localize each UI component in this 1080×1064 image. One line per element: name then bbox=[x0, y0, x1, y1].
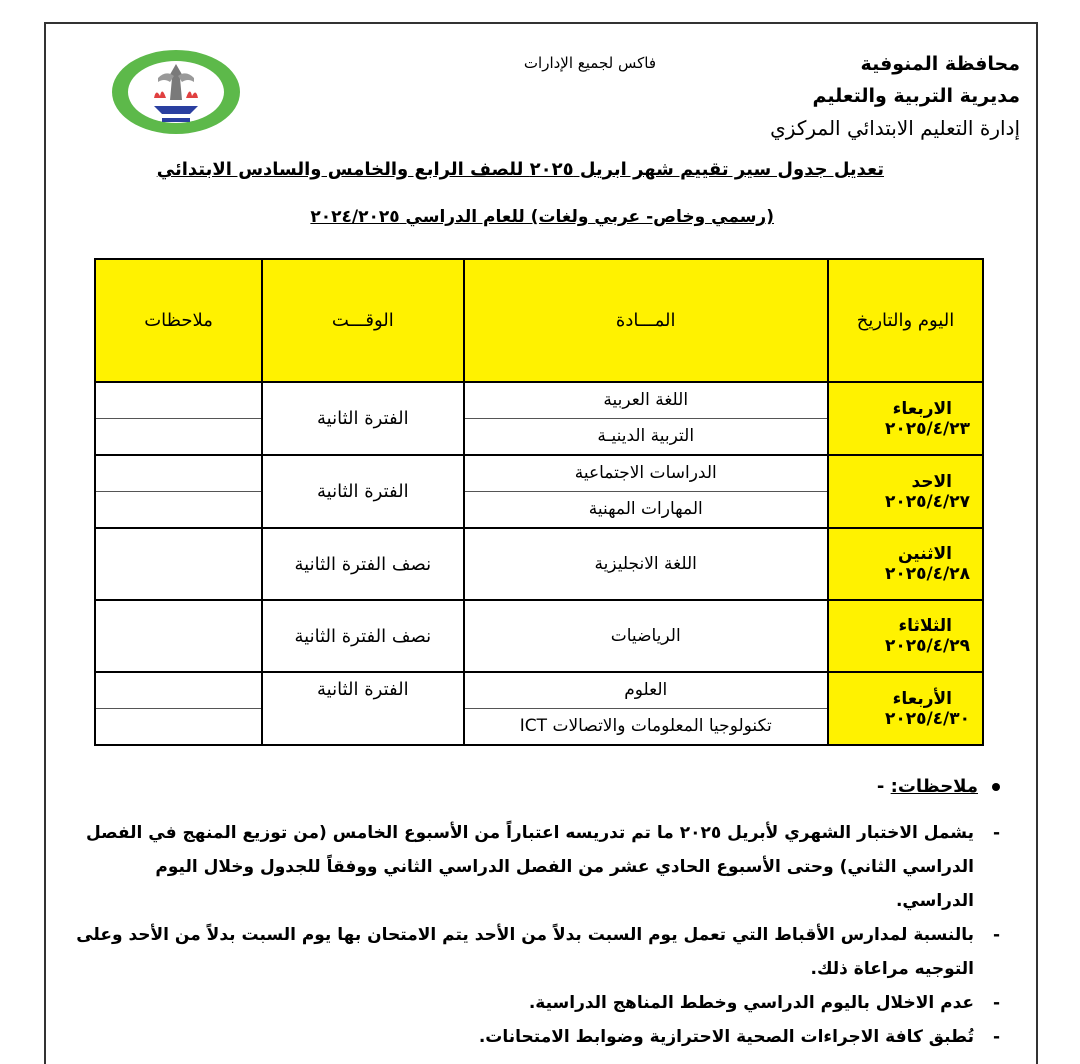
table-header-row bbox=[95, 259, 983, 382]
time-cell: الفترة الثانية bbox=[262, 382, 463, 455]
header-date: اليوم والتاريخ bbox=[828, 259, 983, 382]
notes-heading-suffix: - bbox=[876, 776, 891, 797]
note-text: يشمل الاختبار الشهري لأبريل ٢٠٢٥ ما تم تدريسه اعتباراً من الأسبوع الخامس (من توزيع المنهج في الفصل الدراسي الثاني) وحتى الأسبوع الحادي عشر من الفصل الدراسي الثاني ووفقاً للجدول وخلال اليوم الدراسي. bbox=[85, 823, 974, 911]
subject-name: العلوم bbox=[465, 673, 827, 709]
notes-heading bbox=[877, 776, 1000, 797]
document-page bbox=[44, 22, 1038, 1064]
notes-cell bbox=[95, 528, 262, 600]
list-item bbox=[75, 816, 1000, 918]
subject-name: التربية الدينيـة bbox=[597, 426, 695, 446]
notes-cell bbox=[95, 600, 262, 672]
fax-recipients: فاكس لجميع الإدارات bbox=[523, 54, 656, 72]
administration-name: إدارة التعليم الابتدائي المركزي bbox=[770, 116, 1020, 140]
table-row bbox=[95, 382, 983, 455]
document-subtitle: (رسمي وخاص- عربي ولغات) للعام الدراسي ٢٠٢٤/٢٠٢٥ bbox=[310, 207, 774, 227]
notes-line bbox=[96, 709, 261, 744]
day-name: الاثنين bbox=[897, 544, 952, 564]
organization-header bbox=[770, 48, 1020, 144]
day-name: الاربعاء bbox=[892, 398, 952, 419]
exam-date: ٢٠٢٥/٤/٣٠ bbox=[884, 708, 970, 729]
note-text: بالنسبة لمدارس الأقباط التي تعمل يوم السبت بدلاً من الأحد يتم الامتحان بها يوم السبت بدلاً من الأحد وعلى التوجيه مراعاة ذلك. bbox=[76, 925, 974, 979]
dash-icon: - bbox=[992, 1027, 1000, 1047]
header-subject: المـــادة bbox=[464, 259, 828, 382]
notes-cell bbox=[95, 455, 262, 528]
directorate-name: مديرية التربية والتعليم bbox=[812, 85, 1020, 107]
time-cell: الفترة الثانية bbox=[262, 455, 463, 528]
date-cell bbox=[828, 455, 983, 528]
time-cell: نصف الفترة الثانية bbox=[262, 528, 463, 600]
subject-cell bbox=[464, 600, 828, 672]
dash-icon: - bbox=[992, 823, 1000, 843]
table-row bbox=[95, 600, 983, 672]
dash-icon: - bbox=[992, 925, 1000, 945]
notes-list bbox=[75, 816, 1000, 1054]
notes-line bbox=[96, 673, 261, 709]
note-text: عدم الاخلال باليوم الدراسي وخطط المناهج الدراسية. bbox=[528, 993, 974, 1013]
exam-schedule-table bbox=[94, 258, 984, 746]
subject-name: اللغة الانجليزية bbox=[594, 554, 697, 574]
exam-date: ٢٠٢٥/٤/٢٣ bbox=[884, 418, 970, 439]
subject-cell bbox=[464, 382, 828, 455]
subject-cell bbox=[464, 455, 828, 528]
list-item bbox=[75, 918, 1000, 986]
subject-name: تكنولوجيا المعلومات والاتصالات ICT bbox=[519, 716, 772, 736]
date-cell bbox=[828, 600, 983, 672]
table-row bbox=[95, 455, 983, 528]
time-cell: الفترة الثانية bbox=[262, 672, 463, 745]
subject-name: اللغة العربية bbox=[465, 383, 827, 419]
subject-name: الدراسات الاجتماعية bbox=[465, 456, 827, 492]
exam-date: ٢٠٢٥/٤/٢٩ bbox=[884, 636, 970, 656]
list-item bbox=[75, 986, 1000, 1020]
day-name: الثلاثاء bbox=[898, 616, 952, 636]
date-cell bbox=[828, 382, 983, 455]
dash-icon: - bbox=[992, 993, 1000, 1013]
table-row bbox=[95, 672, 983, 745]
table-row bbox=[95, 528, 983, 600]
document-title: تعديل جدول سير تقييم شهر ابريل ٢٠٢٥ للصف الرابع والخامس والسادس الابتدائي bbox=[156, 159, 884, 180]
notes-line bbox=[96, 492, 261, 527]
day-name: الأربعاء bbox=[892, 688, 952, 709]
governorate-name: محافظة المنوفية bbox=[860, 53, 1020, 75]
day-name: الاحد bbox=[911, 471, 952, 492]
subject-cell bbox=[464, 528, 828, 600]
ministry-logo-icon bbox=[110, 48, 242, 136]
bullet-icon bbox=[992, 783, 1000, 791]
exam-date: ٢٠٢٥/٤/٢٧ bbox=[884, 491, 970, 512]
subject-cell bbox=[464, 672, 828, 745]
time-cell: نصف الفترة الثانية bbox=[262, 600, 463, 672]
header-notes: ملاحظات bbox=[95, 259, 262, 382]
subject-name: المهارات المهنية bbox=[588, 499, 703, 519]
notes-heading-label: ملاحظات: bbox=[890, 776, 978, 797]
note-text: تُطبق كافة الاجراءات الصحية الاحترازية وضوابط الامتحانات. bbox=[478, 1027, 974, 1047]
list-item bbox=[75, 1020, 1000, 1054]
notes-line bbox=[96, 456, 261, 492]
date-cell bbox=[828, 672, 983, 745]
date-cell bbox=[828, 528, 983, 600]
notes-cell bbox=[95, 672, 262, 745]
header-time: الوقـــت bbox=[262, 259, 463, 382]
notes-cell bbox=[95, 382, 262, 455]
notes-line bbox=[96, 383, 261, 419]
notes-line bbox=[96, 419, 261, 454]
exam-date: ٢٠٢٥/٤/٢٨ bbox=[884, 564, 970, 584]
subject-name: الرياضيات bbox=[610, 626, 681, 646]
